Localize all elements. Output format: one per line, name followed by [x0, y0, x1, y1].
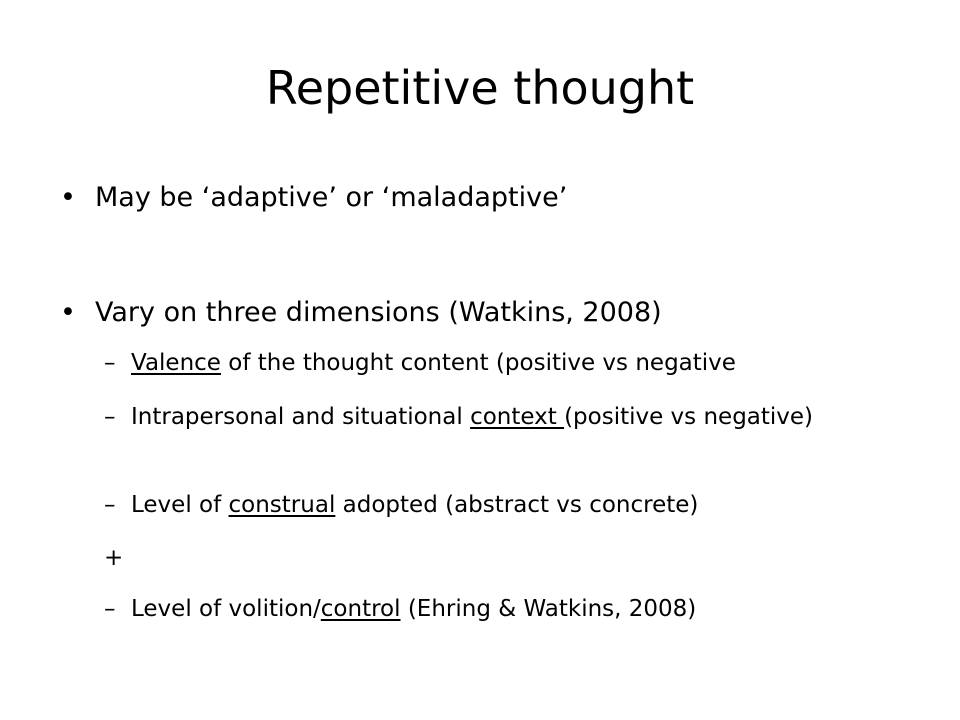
underlined-term: control: [320, 596, 401, 622]
bullet-marker: •: [60, 182, 76, 213]
sub-bullet-text: [131, 348, 821, 378]
underlined-term: context: [470, 404, 565, 430]
sub-bullet-marker: –: [104, 492, 116, 518]
slide-title: Repetitive thought: [265, 61, 695, 115]
sub-bullet-text: [131, 594, 821, 624]
bullet-marker: •: [60, 297, 76, 328]
sub-bullet-text-before: Level of volition/: [131, 596, 321, 622]
bullet-text: Vary on three dimensions (Watkins, 2008): [95, 297, 662, 328]
sub-bullet-marker: –: [104, 404, 116, 430]
sub-bullet-text: [131, 402, 821, 432]
bullet-text: May be ‘adaptive’ or ‘maladaptive’: [95, 182, 568, 213]
sub-bullet-text-after: (Ehring & Watkins, 2008): [400, 596, 697, 622]
sub-bullet-text: [131, 490, 821, 520]
sub-bullet-marker: –: [104, 596, 116, 622]
sub-bullet-text-after: of the thought content (positive vs negative: [220, 350, 736, 376]
underlined-term: Valence: [131, 350, 221, 376]
sub-bullet-marker: –: [104, 350, 116, 376]
sub-bullet-text-before: Intrapersonal and situational: [131, 404, 471, 430]
sub-bullet-text-before: Level of: [131, 492, 229, 518]
sub-bullet-text-after: (positive vs negative): [564, 404, 814, 430]
underlined-term: construal: [228, 492, 336, 518]
sub-bullet-text-after: adopted (abstract vs concrete): [335, 492, 699, 518]
plus-sign: +: [104, 545, 124, 571]
